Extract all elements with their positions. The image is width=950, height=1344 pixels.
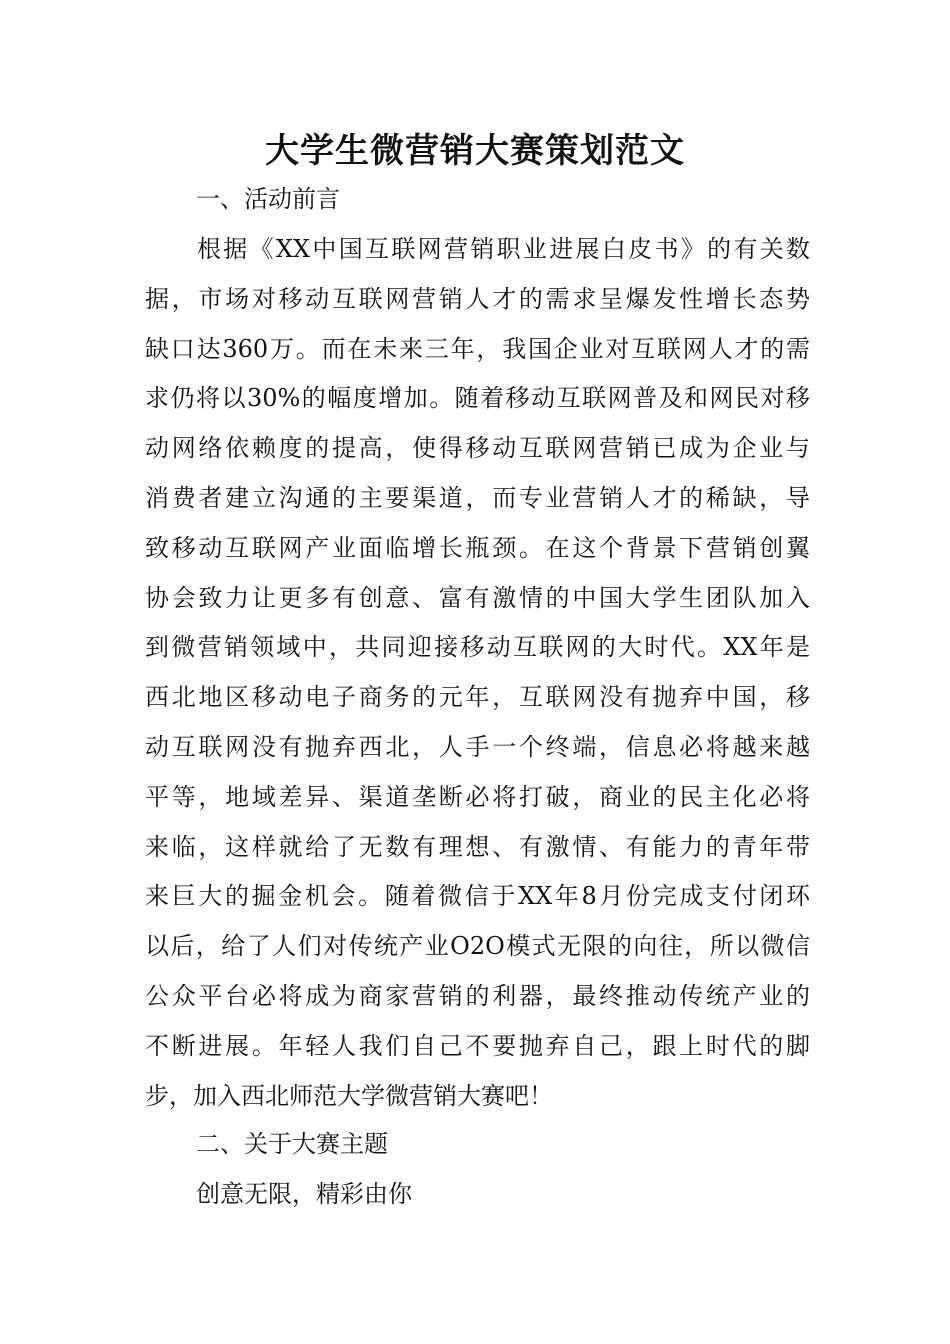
paragraph-line: 致移动互联网产业面临增长瓶颈。在这个背景下营销创翼 [145,533,810,562]
paragraph-line: 来临，这样就给了无数有理想、有激情、有能力的青年带 [145,832,810,861]
paragraph-line: 不断进展。年轻人我们自己不要抛弃自己，跟上时代的脚 [145,1031,810,1060]
paragraph-line: 西北地区移动电子商务的元年，互联网没有抛弃中国，移 [145,683,810,712]
section-heading-preface: 一、活动前言 [196,185,340,213]
document-title: 大学生微营销大赛策划范文 [265,131,685,171]
paragraph-line: 求仍将以30%的幅度增加。随着移动互联网普及和网民对移 [145,384,810,413]
preface-paragraph [145,231,810,1127]
paragraph-line: 根据《XX中国互联网营销职业进展白皮书》的有关数 [197,235,810,263]
paragraph-line: 动网络依赖度的提高，使得移动互联网营销已成为企业与 [145,434,810,463]
paragraph-line: 消费者建立沟通的主要渠道，而专业营销人才的稀缺，导 [145,483,810,512]
paragraph-line: 以后，给了人们对传统产业O2O模式无限的向往，所以微信 [145,932,810,961]
paragraph-line: 动互联网没有抛弃西北，人手一个终端，信息必将越来越 [145,732,810,761]
paragraph-line: 缺口达360万。而在未来三年，我国企业对互联网人才的需 [145,334,810,363]
section-heading-theme: 二、关于大赛主题 [196,1130,388,1158]
paragraph-line: 到微营销领域中，共同迎接移动互联网的大时代。XX年是 [145,633,810,662]
paragraph-line: 来巨大的掘金机会。随着微信于XX年8月份完成支付闭环 [145,882,810,911]
paragraph-line: 公众平台必将成为商家营销的利器，最终推动传统产业的 [145,981,810,1010]
paragraph-line: 据，市场对移动互联网营销人才的需求呈爆发性增长态势 [145,284,810,313]
paragraph-line: 协会致力让更多有创意、富有激情的中国大学生团队加入 [145,583,810,612]
contest-theme-text: 创意无限，精彩由你 [196,1180,412,1208]
paragraph-line: 步，加入西北师范大学微营销大赛吧！ [145,1081,553,1110]
paragraph-line: 平等，地域差异、渠道垄断必将打破，商业的民主化必将 [145,782,810,811]
